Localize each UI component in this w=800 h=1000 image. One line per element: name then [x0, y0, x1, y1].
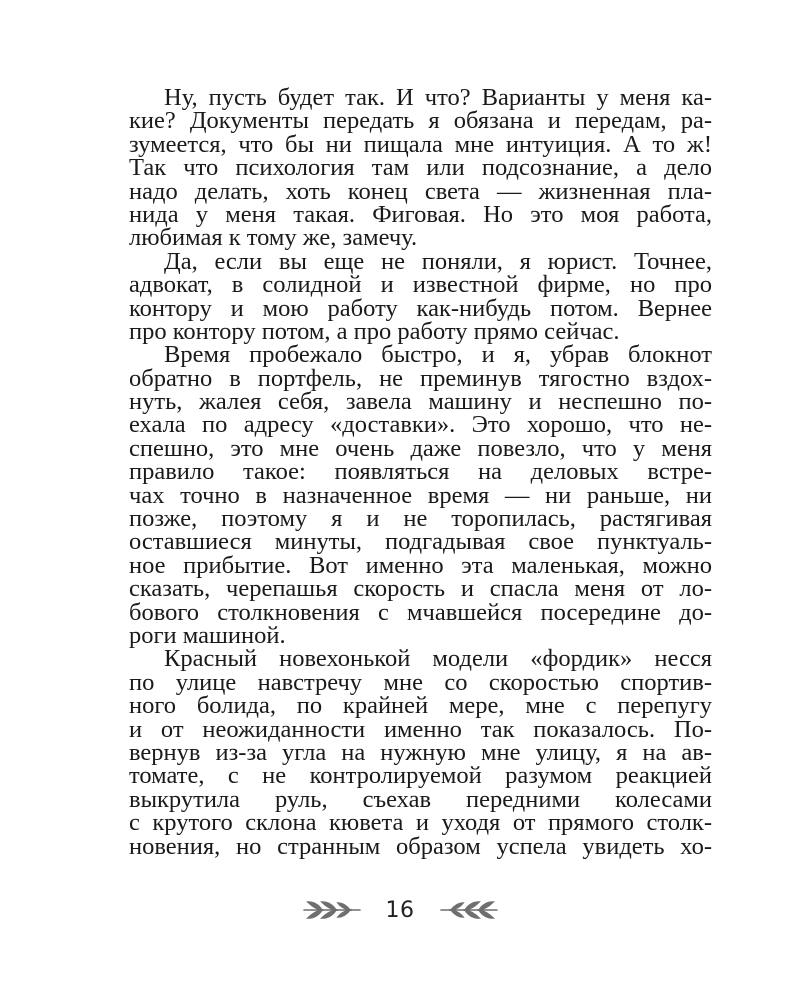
text-line: про контору потом, а про работу прямо сейчас.	[129, 317, 620, 345]
text-line: ное прибытие. Вот именно эта маленькая, можно	[129, 551, 712, 579]
text-line: роги машиной.	[129, 621, 286, 649]
text-line: позже, поэтому я и не торопилась, растягивая	[129, 505, 712, 533]
left-leaf-ornament-icon	[302, 898, 364, 922]
text-line: Да, если вы еще не поняли, я юрист. Точнее,	[164, 247, 712, 275]
text-line: по улице навстречу мне со скоростью спортив-	[129, 668, 712, 696]
body-text	[129, 86, 712, 858]
text-line: бового столкновения с мчавшейся посередине до-	[129, 598, 712, 626]
text-line: Так что психология там или подсознание, а дело	[129, 154, 712, 182]
text-line: новения, но странным образом успела увидеть хо-	[129, 832, 712, 860]
text-line: зумеется, что бы ни пищала мне интуиция. А то ж!	[129, 130, 712, 158]
text-line: адвокат, в солидной и известной фирме, но про	[129, 271, 712, 299]
text-line: нида у меня такая. Фиговая. Но это моя работа,	[129, 200, 712, 228]
right-leaf-ornament-icon	[437, 898, 499, 922]
text-line: сказать, черепашья скорость и спасла меня от ло-	[129, 575, 712, 603]
text-line: надо делать, хоть конец света — жизненная пла-	[129, 177, 712, 205]
text-line: вернув из-за угла на нужную мне улицу, я на ав-	[129, 738, 712, 766]
text-line: спешно, это мне очень даже повезло, что у меня	[129, 434, 712, 462]
text-line: обратно в портфель, не преминув тягостно вздох-	[129, 364, 712, 392]
text-line: кие? Документы передать я обязана и передам, ра-	[129, 107, 712, 135]
text-line: выкрутила руль, съехав передними колесами	[129, 785, 712, 813]
text-line: ехала по адресу «доставки». Это хорошо, что не-	[129, 411, 712, 439]
text-line: Ну, пусть будет так. И что? Варианты у меня ка-	[164, 84, 712, 111]
text-line: и от неожиданности именно так показалось. По-	[129, 715, 712, 743]
text-line: с крутого склона кювета и уходя от прямого столк-	[129, 809, 712, 837]
page-footer	[0, 892, 800, 928]
text-line: любимая к тому же, замечу.	[129, 224, 418, 252]
text-line: томате, с не контролируемой разумом реакцией	[129, 762, 712, 790]
text-line: Время пробежало быстро, и я, убрав блокнот	[164, 341, 712, 369]
text-line: чах точно в назначенное время — ни раньше, ни	[129, 481, 712, 509]
text-line: правило такое: появляться на деловых встре-	[129, 458, 712, 486]
page-number: 16	[385, 897, 415, 923]
text-line: нуть, жалея себя, завела машину и неспешно по-	[129, 388, 712, 416]
text-line: ного болида, по крайней мере, мне с перепугу	[129, 692, 712, 720]
text-line: оставшиеся минуты, подгадывая свое пунктуаль-	[129, 528, 712, 556]
text-line: контору и мою работу как-нибудь потом. Вернее	[129, 294, 712, 322]
text-line: Красный новехонькой модели «фордик» несся	[164, 645, 712, 673]
